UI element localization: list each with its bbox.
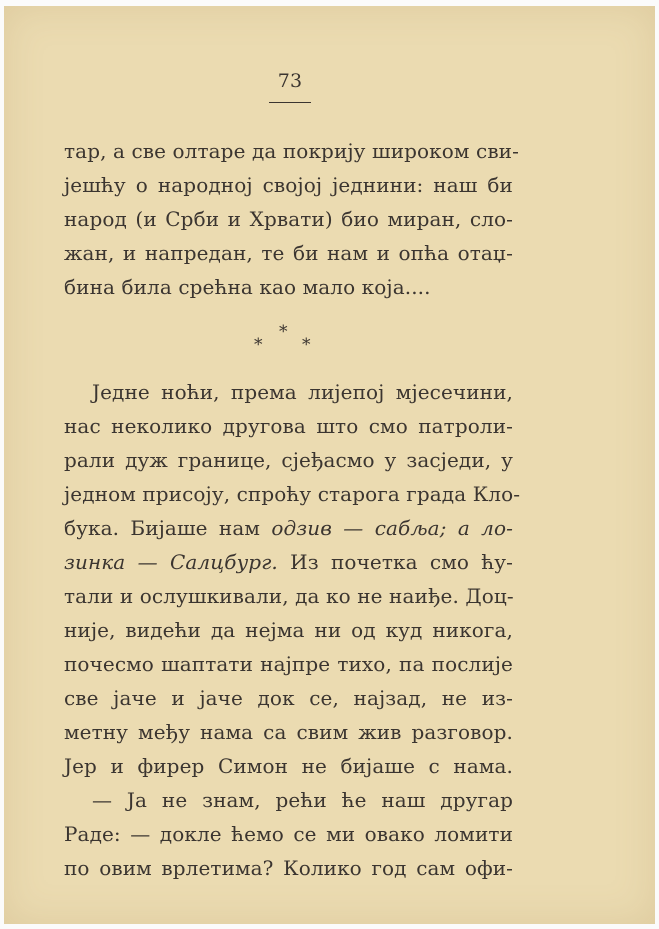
plain-text: бука. Бијаше нам [64, 516, 261, 540]
text-line-mixed [64, 547, 513, 577]
asterism-star: * [254, 335, 263, 355]
text-line: метну међу нама са свим жив разговор. [64, 720, 513, 744]
text-line: тар, а све олтаре да покрију широком сви- [64, 139, 519, 163]
text-line: народ (и Срби и Хрвати) био миран, сло- [64, 207, 513, 231]
text-line: — Ја не знам, рећи ће наш другар [92, 788, 513, 812]
text-line: бина била срећна као мало која.... [64, 275, 431, 299]
page-number: 73 [277, 70, 303, 92]
text-line: Јер и фирер Симон не бијаше с нама. [64, 754, 513, 778]
plain-text: Из почетка смо ћу- [290, 550, 513, 574]
text-line: јешћу о народној својој једнини: наш би [64, 173, 513, 197]
text-line: почесмо шаптати најпре тихо, па послије [64, 652, 513, 676]
text-line: тали и ослушкивали, да ко не наиђе. Доц- [64, 584, 514, 608]
book-page [4, 6, 655, 924]
text-line: Једне ноћи, према лијепој мјесечини, [92, 380, 513, 404]
text-line: није, видећи да нејма ни од куд никога, [64, 618, 513, 642]
text-line: нас неколико другова што смо патроли- [64, 414, 513, 438]
asterism-star: * [279, 322, 288, 342]
italic-text: одзив — сабља; а ло- [271, 516, 513, 540]
text-line: по овим врлетима? Колико год сам офи- [64, 856, 513, 880]
italic-text: зинка — Салцбург. [64, 550, 278, 574]
text-line-mixed [64, 513, 513, 543]
page-number-rule [269, 102, 311, 103]
text-line: жан, и напредан, те би нам и опћа отаџ- [64, 241, 513, 265]
text-line: једном присоју, спроћу старога града Кло- [64, 482, 521, 506]
text-line: Раде: — докле ћемо се ми овако ломити [64, 822, 513, 846]
asterism-star: * [302, 335, 311, 355]
text-line: све јаче и јаче док се, најзад, не из- [64, 686, 513, 710]
text-line: рали дуж границе, сјеђасмо у засједи, у [64, 448, 513, 472]
